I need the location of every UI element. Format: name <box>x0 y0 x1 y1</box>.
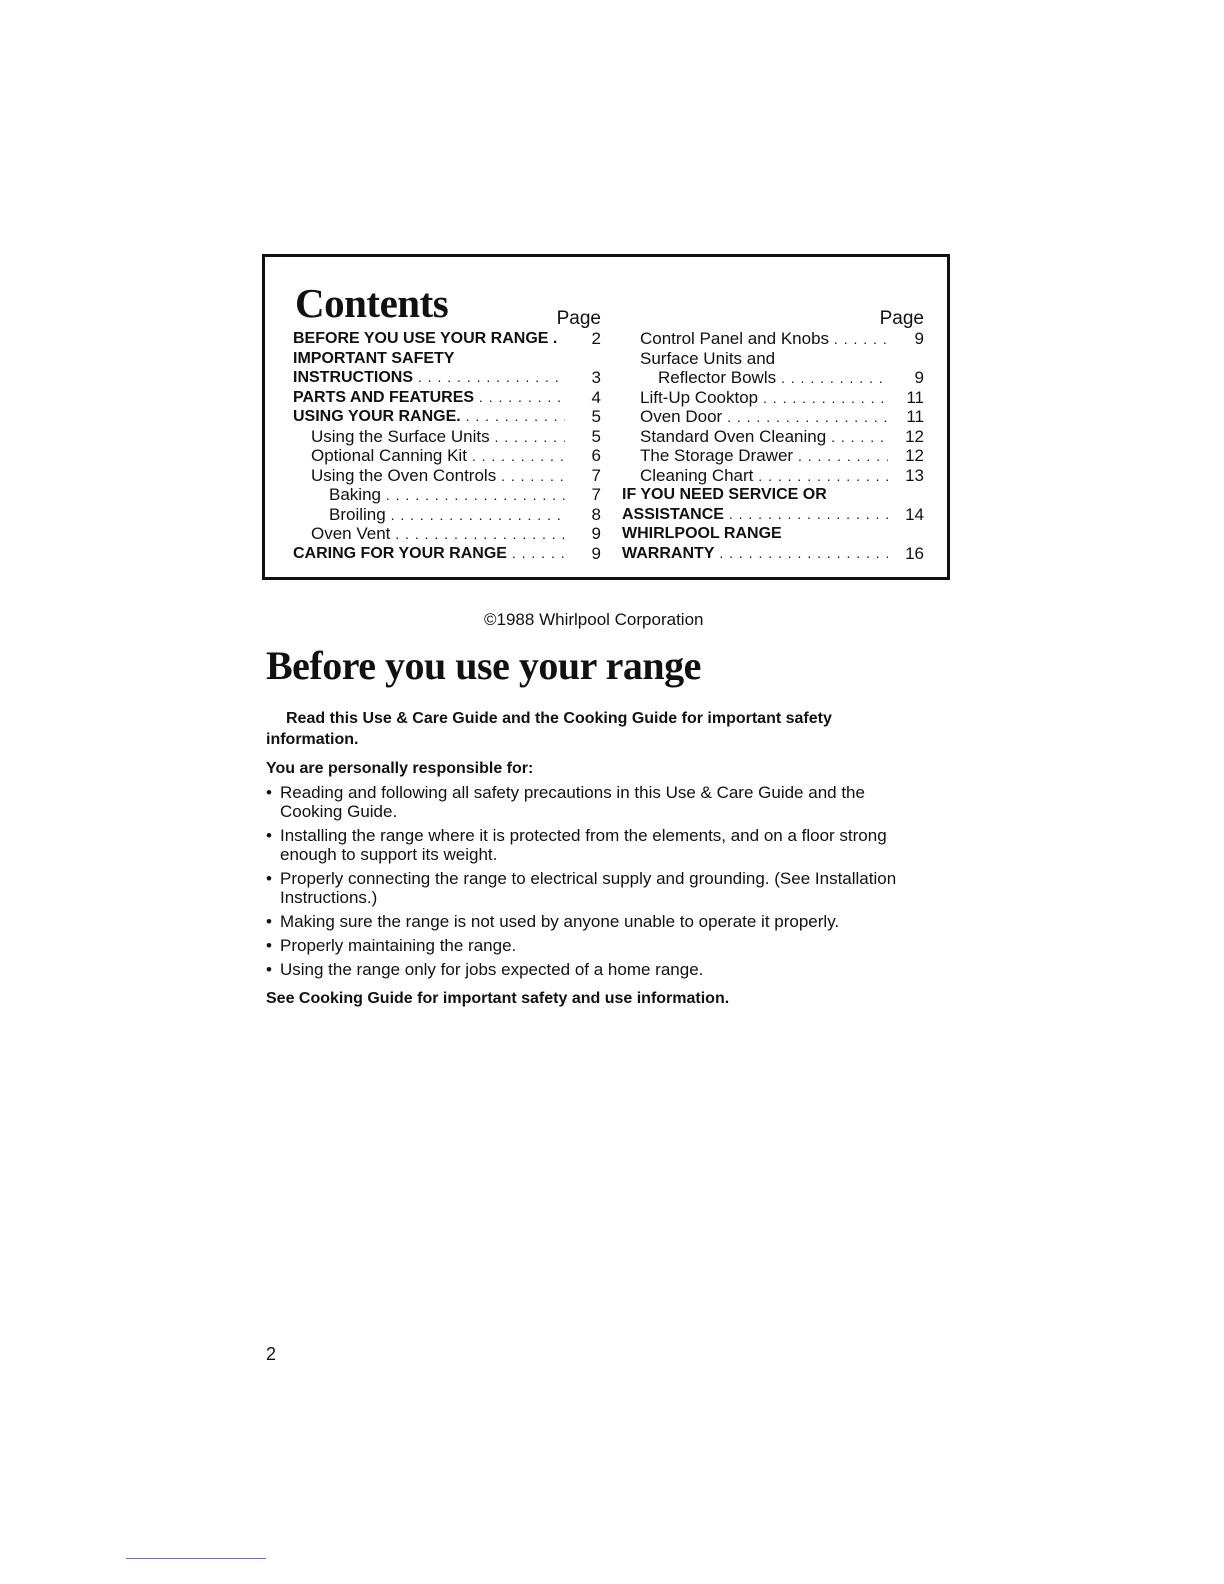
toc-entry-label: ASSISTANCE . . . <box>622 505 888 525</box>
toc-entry-label: Oven Vent . . . <box>311 524 565 545</box>
list-item-text: Properly maintaining the range. <box>280 936 517 955</box>
list-item <box>266 869 926 907</box>
footer-rule <box>126 1558 266 1559</box>
toc-entry <box>622 427 924 447</box>
list-item-text: Using the range only for jobs expected of a home range. <box>280 960 704 979</box>
toc-entry-page: 5 <box>591 407 601 426</box>
list-item <box>266 936 926 955</box>
toc-entry-label: Reflector Bowls . . . <box>658 368 888 389</box>
list-item <box>266 912 926 931</box>
toc-entry <box>622 505 924 525</box>
toc-entry <box>622 446 924 466</box>
toc-entry-page: 9 <box>914 368 924 387</box>
toc-entry-page: 12 <box>905 446 924 465</box>
toc-entry <box>293 349 601 369</box>
bullet-icon: • <box>266 912 272 931</box>
toc-entry-label: IF YOU NEED SERVICE OR <box>622 486 827 503</box>
toc-entry-label: Standard Oven Cleaning . . . <box>640 427 888 448</box>
bullet-icon: • <box>266 960 272 979</box>
toc-entry-label: Surface Units and <box>640 348 776 368</box>
page-column-label: Page <box>879 308 924 329</box>
toc-entry-page: 12 <box>905 426 924 446</box>
list-item-text: Making sure the range is not used by anyone unable to operate it properly. <box>280 912 840 931</box>
toc-entry-page: 5 <box>591 426 601 446</box>
toc-entry <box>622 349 924 369</box>
toc-entry-page: 8 <box>591 504 601 524</box>
toc-entry <box>293 427 601 447</box>
toc-entry <box>293 368 601 388</box>
list-item <box>266 960 926 979</box>
list-item-text: Properly connecting the range to electrical supply and grounding. (See Installation Instructions.) <box>280 869 897 907</box>
toc-entry-label: Optional Canning Kit . . . <box>311 446 565 467</box>
toc-entry-label: Oven Door . . . <box>640 407 888 428</box>
toc-entry-page: 11 <box>906 387 924 407</box>
bullet-icon: • <box>266 783 272 802</box>
toc-entry-page: 11 <box>906 407 924 426</box>
toc-entry-label: INSTRUCTIONS . . . <box>293 368 565 388</box>
toc-entry-page: 13 <box>905 465 924 485</box>
contents-left-column <box>293 309 601 563</box>
toc-entry-label: The Storage Drawer . . . <box>640 446 888 467</box>
contents-box <box>262 254 950 580</box>
toc-entry <box>293 505 601 525</box>
toc-entry <box>293 485 601 505</box>
toc-entry-label: Control Panel and Knobs . . . <box>640 329 888 350</box>
toc-entry-label: Cleaning Chart . . . <box>640 466 888 487</box>
toc-entry-page: 6 <box>591 446 601 465</box>
section-heading: Before you use your range <box>266 643 701 688</box>
toc-entry-label: WARRANTY . . . <box>622 544 888 564</box>
contents-right-list <box>622 329 924 563</box>
list-item <box>266 783 926 821</box>
page-number: 2 <box>266 1344 277 1364</box>
contents-left-list <box>293 329 601 563</box>
list-item-text: Reading and following all safety precautions in this Use & Care Guide and the Cooking Guide. <box>280 783 865 821</box>
copyright-line: ©1988 Whirlpool Corporation <box>484 610 704 629</box>
toc-entry-page: 16 <box>905 543 924 563</box>
toc-entry <box>622 329 924 349</box>
bullet-icon: • <box>266 869 272 888</box>
toc-entry <box>622 368 924 388</box>
toc-entry <box>622 485 924 505</box>
toc-entry-label: IMPORTANT SAFETY <box>293 349 455 367</box>
responsibility-subheading: You are personally responsible for: <box>266 760 534 777</box>
toc-entry-label: WHIRLPOOL RANGE <box>622 525 782 542</box>
toc-entry <box>622 407 924 427</box>
toc-entry-label: CARING FOR YOUR RANGE . . . <box>293 544 565 564</box>
page-column-label: Page <box>556 308 601 329</box>
list-item <box>266 826 926 864</box>
toc-entry-label: Using the Oven Controls . . . <box>311 466 565 487</box>
toc-entry <box>293 466 601 486</box>
toc-entry-label: USING YOUR RANGE. . . . <box>293 407 565 427</box>
toc-entry-page: 4 <box>591 387 601 407</box>
toc-entry <box>293 524 601 544</box>
toc-entry <box>293 544 601 564</box>
toc-entry <box>622 524 924 544</box>
toc-entry-page: 3 <box>591 368 601 387</box>
toc-entry-page: 7 <box>591 465 601 485</box>
toc-entry <box>293 329 601 349</box>
safety-lead: Read this Use & Care Guide and the Cooking Guide for important safety information. <box>266 710 832 748</box>
toc-entry-page: 2 <box>591 329 601 348</box>
toc-entry <box>622 466 924 486</box>
toc-entry-page: 9 <box>591 524 601 543</box>
toc-entry-label: Baking . . . <box>329 485 565 506</box>
toc-entry <box>293 407 601 427</box>
toc-entry-label: Broiling . . . <box>329 505 565 526</box>
toc-entry-page: 14 <box>905 504 924 524</box>
toc-entry-page: 9 <box>591 543 601 563</box>
bullet-icon: • <box>266 936 272 955</box>
toc-entry-label: Using the Surface Units . . . <box>311 427 565 448</box>
toc-entry-label: BEFORE YOU USE YOUR RANGE . <box>293 330 558 347</box>
contents-right-column <box>622 309 924 563</box>
contents-title: Contents <box>295 280 449 326</box>
toc-entry <box>622 388 924 408</box>
responsibility-list <box>266 783 926 984</box>
list-item-text: Installing the range where it is protected from the elements, and on a floor strong enough to support its weight. <box>280 826 887 864</box>
toc-entry-label: PARTS AND FEATURES . . . <box>293 388 565 408</box>
toc-entry <box>622 544 924 564</box>
toc-entry-label: Lift-Up Cooktop . . . <box>640 388 888 409</box>
toc-entry <box>293 388 601 408</box>
closing-note: See Cooking Guide for important safety and use information. <box>266 990 730 1007</box>
toc-entry-page: 9 <box>914 329 924 348</box>
toc-entry-page: 7 <box>591 485 601 504</box>
toc-entry <box>293 446 601 466</box>
bullet-icon: • <box>266 826 272 845</box>
